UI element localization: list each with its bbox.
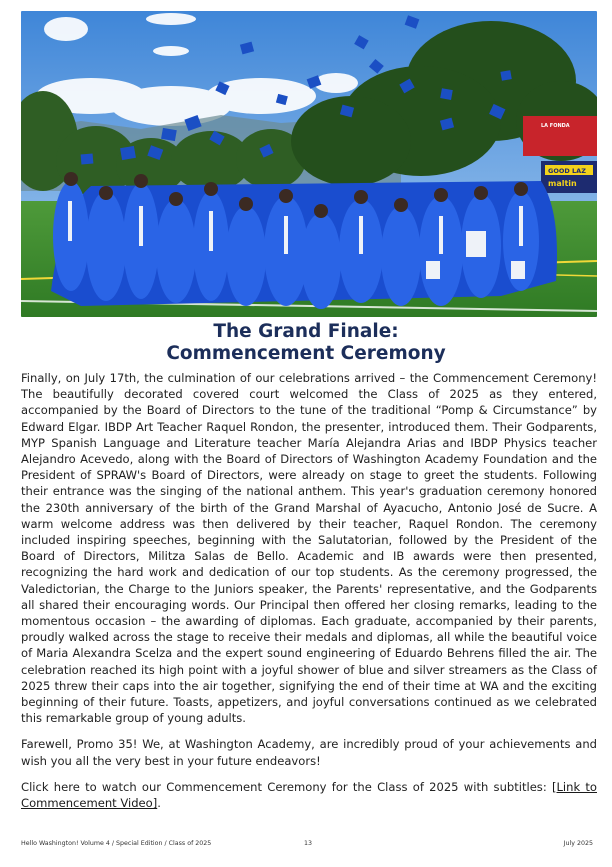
article-paragraph-3 <box>21 779 597 811</box>
sign-maltin: maltin <box>548 179 577 188</box>
sign-good-laz: GOOD LAZ <box>548 167 586 175</box>
footer-date: July 2025 <box>563 840 593 847</box>
commencement-video-link[interactable]: [Link to Commencement Video] <box>21 779 597 811</box>
video-link-intro: Click here to watch our Commencement Ceremony for the Class of 2025 with subtitles: <box>21 779 552 794</box>
sign-la-fonda: LA FONDA <box>541 123 570 129</box>
article-title <box>0 321 612 365</box>
article-body <box>21 370 597 821</box>
article-title-line2: Commencement Ceremony <box>166 343 446 364</box>
graduates-group <box>51 172 557 309</box>
footer-publication: Hello Washington! Volume 4 / Special Edition / Class of 2025 <box>21 840 212 847</box>
article-paragraph-1: Finally, on July 17th, the culmination of our celebrations arrived – the Commencement Ceremony! The beautifully decorated covered court welcomed the Class of 2025 as they entered, accompanied by the Board of Directors to the tune of the traditional “Pomp & Circumstance” by Edward Elgar. IBDP Art Teacher Raquel Rondon, the presenter, introduced them. Their Godparents, MYP Spanish Language and Literature teacher María Alejandra Arias and IBDP Physics teacher Alejandro Acevedo, along with the Board of Directors of Washington Academy Foundation and the President of SPRAW's Board of Directors, were already on stage to greet the students. Following their entrance was the singing of the national anthem. This year's graduation ceremony honored the 230th anniversary of the birth of the Grand Marshal of Ayacucho, Antonio José de Sucre. A warm welcome address was then delivered by their teacher, Raquel Rondon. The ceremony included inspiring speeches, beginning with the Salutatorian, followed by the President of the Board of Directors, Militza Salas de Bello. Academic and IB awards were then presented, recognizing the hard work and dedication of our top students. As the ceremony progressed, the Valedictorian, the Charge to the Juniors speaker, the Parents' representative, and the Godparents all shared their encouraging words. Our Principal then offered her closing remarks, leading to the momentous occasion – the awarding of diplomas. Each graduate, accompanied by their parents, proudly walked across the stage to receive their medals and diplomas, all while the beautiful voice of Maria Alexandra Scelza and the expert sound engineering of Eduardo Behrens filled the air. The celebration reached its high point with a joyful shower of blue and silver streamers as the Class of 2025 threw their caps into the air together, signifying the end of their time at WA and the exciting beginning of their future. Toasts, appetizers, and joyful conversations continued as we celebrated this remarkable group of young adults. <box>21 371 597 726</box>
footer-page-number: 13 <box>304 840 313 847</box>
video-link-end: . <box>157 796 161 811</box>
article-title-line1: The Grand Finale: <box>213 321 399 342</box>
graduation-photo <box>21 11 597 317</box>
page-footer <box>21 840 597 852</box>
article-paragraph-2: Farewell, Promo 35! We, at Washington Academy, are incredibly proud of your achievements and wish you all the very best in your future endeavors! <box>21 737 597 768</box>
